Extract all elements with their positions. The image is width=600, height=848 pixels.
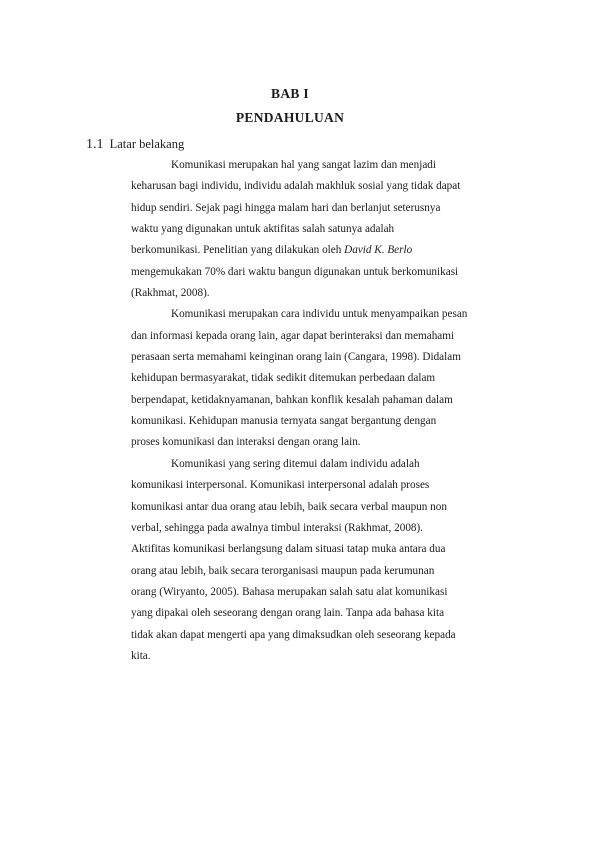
chapter-title: PENDAHULUAN xyxy=(235,110,345,125)
paragraph-line: proses komunikasi dan interaksi dengan orang lain. xyxy=(131,436,361,449)
paragraph-line: (Rakhmat, 2008). xyxy=(131,287,210,300)
paragraph-line: Komunikasi merupakan hal yang sangat lazim dan menjadi xyxy=(171,159,437,171)
paragraph-line: komunikasi antar dua orang atau lebih, baik secara verbal maupun non xyxy=(131,500,447,513)
paragraph-line: dan informasi kepada orang lain, agar dapat berinteraksi dan memahami xyxy=(131,329,455,342)
paragraph-line: kita. xyxy=(131,649,151,662)
section-number: 1.1 xyxy=(86,137,104,152)
paragraph-line: orang (Wiryanto, 2005). Bahasa merupakan salah satu alat komunikasi xyxy=(131,585,448,598)
paragraph-line: berpendapat, ketidaknyamanan, bahkan konflik kesalah pahaman dalam xyxy=(131,393,453,406)
paragraph-line: waktu yang digunakan untuk aktifitas salah satunya adalah xyxy=(131,223,395,236)
paragraph-line: kehidupan bermasyarakat, tidak sedikit ditemukan perbedaan dalam xyxy=(131,372,436,385)
paragraph-line: komunikasi. Kehidupan manusia ternyata sangat bergantung dengan xyxy=(131,415,437,428)
paragraph-line: perasaan serta memahami keinginan orang lain (Cangara, 1998). Didalam xyxy=(131,351,461,364)
paragraph-line xyxy=(131,240,509,261)
paragraph-line: yang dipakai oleh seseorang dengan orang lain. Tanpa ada bahasa kita xyxy=(131,607,445,620)
paragraph-line: Aktifitas komunikasi berlangsung dalam situasi tatap muka antara dua xyxy=(131,543,446,556)
paragraph-line: tidak akan dapat mengerti apa yang dimaksudkan oleh seseorang kepada xyxy=(131,628,456,641)
paragraph-line: Komunikasi yang sering ditemui dalam individu adalah xyxy=(171,457,420,470)
chapter-number: BAB I xyxy=(271,86,309,101)
paragraph-line: orang atau lebih, baik secara terorganisasi maupun pada kerumunan xyxy=(131,564,435,577)
paragraph-line: hidup sendiri. Sejak pagi hingga malam hari dan berlanjut seterusnya xyxy=(131,201,441,214)
paragraph-line: Komunikasi merupakan cara individu untuk menyampaikan pesan xyxy=(171,308,468,321)
paragraph-line: komunikasi interpersonal. Komunikasi interpersonal adalah proses xyxy=(131,479,430,492)
paragraph-line: mengemukakan 70% dari waktu bangun digunakan untuk berkomunikasi xyxy=(131,265,459,278)
paragraph-line: verbal, sehingga pada awalnya timbul interaksi (Rakhmat, 2008). xyxy=(131,521,424,534)
section-heading xyxy=(86,137,184,153)
body-text xyxy=(131,155,509,667)
section-title: Latar belakang xyxy=(109,137,185,151)
paragraph-line: keharusan bagi individu, individu adalah makhluk sosial yang tidak dapat xyxy=(131,180,461,193)
line-text: berkomunikasi. Penelitian yang dilakukan oleh xyxy=(131,244,345,257)
cited-author: David K. Berlo xyxy=(344,244,413,257)
